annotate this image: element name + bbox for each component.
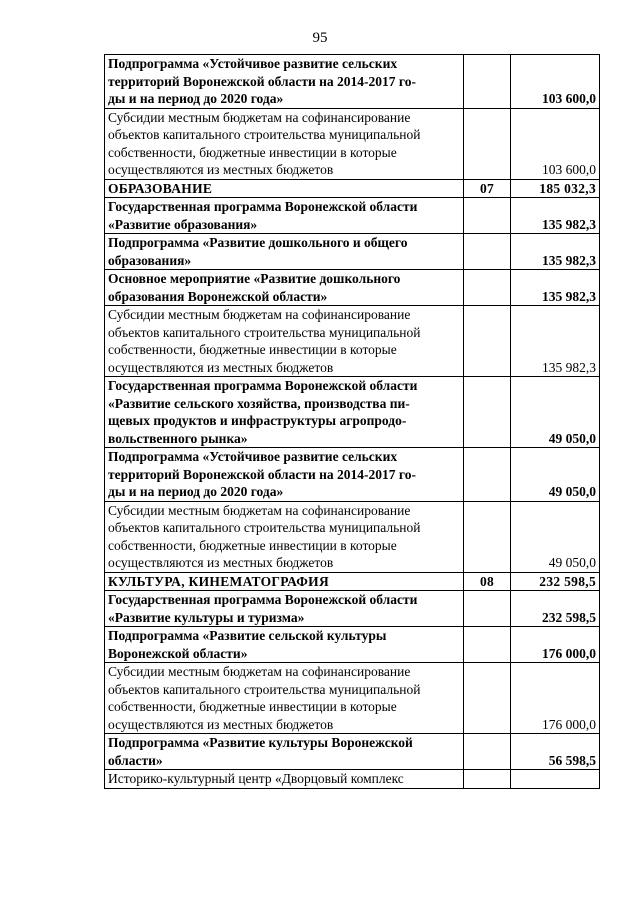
row-name-cell bbox=[105, 627, 464, 663]
table-row bbox=[105, 198, 600, 234]
page-number: 95 bbox=[312, 30, 328, 46]
row-sum-cell: 185 032,3 bbox=[511, 179, 600, 198]
row-sum-cell: 56 598,5 bbox=[511, 734, 600, 770]
row-name-line: осуществляются из местных бюджетов bbox=[108, 555, 334, 570]
row-sum-cell: 135 982,3 bbox=[511, 234, 600, 270]
row-name-line: ды и на период до 2020 года» bbox=[108, 484, 284, 499]
row-name-line: Субсидии местным бюджетам на софинансирование bbox=[108, 502, 411, 518]
budget-table bbox=[104, 54, 600, 789]
table-row bbox=[105, 270, 600, 306]
table-row bbox=[105, 377, 600, 448]
table-row bbox=[105, 55, 600, 109]
row-name-cell bbox=[105, 501, 464, 572]
row-name-cell bbox=[105, 770, 464, 789]
row-code-cell: 07 bbox=[464, 179, 511, 198]
row-sum-cell: 176 000,0 bbox=[511, 627, 600, 663]
budget-table-body bbox=[105, 55, 600, 789]
row-name-line: объектов капитального строительства муниципальной bbox=[108, 520, 421, 535]
row-name-line: образования Воронежской области» bbox=[108, 288, 328, 304]
row-code-cell bbox=[464, 108, 511, 179]
table-row bbox=[105, 627, 600, 663]
row-name-line: ОБРАЗОВАНИЕ bbox=[108, 180, 213, 196]
row-sum-cell: 103 600,0 bbox=[511, 108, 600, 179]
row-name-line: КУЛЬТУРА, КИНЕМАТОГРАФИЯ bbox=[108, 573, 330, 589]
row-name-line: области» bbox=[108, 752, 163, 768]
row-name-line: Подпрограмма «Устойчивое развитие сельских bbox=[108, 56, 398, 71]
row-sum-cell: 135 982,3 bbox=[511, 270, 600, 306]
row-name-line: Субсидии местным бюджетам на софинансирование bbox=[108, 307, 411, 322]
row-name-line: щевых продуктов и инфраструктуры агропродо- bbox=[108, 413, 407, 428]
row-name-line: собственности, бюджетные инвестиции в которые bbox=[108, 537, 397, 553]
table-row bbox=[105, 734, 600, 770]
row-name-line: образования» bbox=[108, 252, 192, 268]
row-sum-cell: 232 598,5 bbox=[511, 572, 600, 591]
row-sum-cell: 49 050,0 bbox=[511, 377, 600, 448]
table-row bbox=[105, 663, 600, 734]
row-code-cell bbox=[464, 591, 511, 627]
table-row bbox=[105, 591, 600, 627]
row-code-cell bbox=[464, 663, 511, 734]
row-name-cell bbox=[105, 448, 464, 502]
row-name-line: Подпрограмма «Развитие сельской культуры bbox=[108, 628, 387, 643]
row-name-line: Государственная программа Воронежской области bbox=[108, 199, 418, 214]
row-name-line: Воронежской области» bbox=[108, 645, 248, 661]
row-name-line: Подпрограмма «Развитие дошкольного и общего bbox=[108, 235, 408, 250]
row-sum-cell bbox=[511, 770, 600, 789]
row-name-line: «Развитие культуры и туризма» bbox=[108, 609, 305, 625]
row-code-cell bbox=[464, 734, 511, 770]
table-row bbox=[105, 234, 600, 270]
table-row bbox=[105, 448, 600, 502]
table-section-row bbox=[105, 179, 600, 198]
row-code-cell bbox=[464, 270, 511, 306]
table-section-row bbox=[105, 572, 600, 591]
row-name-cell bbox=[105, 591, 464, 627]
row-sum-cell: 135 982,3 bbox=[511, 306, 600, 377]
row-name-cell bbox=[105, 198, 464, 234]
row-name-line: Субсидии местным бюджетам на софинансирование bbox=[108, 664, 411, 679]
row-name-cell bbox=[105, 270, 464, 306]
row-name-line: Субсидии местным бюджетам на софинансирование bbox=[108, 109, 411, 125]
row-code-cell bbox=[464, 306, 511, 377]
row-code-cell bbox=[464, 448, 511, 502]
row-name-line: осуществляются из местных бюджетов bbox=[108, 359, 334, 375]
row-code-cell bbox=[464, 627, 511, 663]
row-name-line: Государственная программа Воронежской области bbox=[108, 378, 418, 393]
row-name-line: объектов капитального строительства муниципальной bbox=[108, 324, 421, 340]
row-name-line: Государственная программа Воронежской области bbox=[108, 592, 418, 607]
table-row bbox=[105, 108, 600, 179]
table-row bbox=[105, 306, 600, 377]
row-name-line: собственности, бюджетные инвестиции в которые bbox=[108, 342, 397, 357]
row-code-cell bbox=[464, 501, 511, 572]
row-code-cell bbox=[464, 770, 511, 789]
row-name-line: объектов капитального строительства муниципальной bbox=[108, 681, 421, 697]
row-name-line: Подпрограмма «Развитие культуры Воронежской bbox=[108, 735, 413, 750]
row-name-line: ды и на период до 2020 года» bbox=[108, 91, 284, 106]
table-row bbox=[105, 501, 600, 572]
row-sum-cell: 176 000,0 bbox=[511, 663, 600, 734]
row-name-line: собственности, бюджетные инвестиции в которые bbox=[108, 699, 397, 714]
row-name-cell bbox=[105, 179, 464, 198]
row-name-line: Историко-культурный центр «Дворцовый комплекс bbox=[108, 771, 404, 786]
row-name-line: Подпрограмма «Устойчивое развитие сельских bbox=[108, 449, 398, 464]
row-name-cell bbox=[105, 734, 464, 770]
row-sum-cell: 49 050,0 bbox=[511, 501, 600, 572]
row-name-cell bbox=[105, 234, 464, 270]
row-name-line: территорий Воронежской области на 2014-2017 го- bbox=[108, 466, 416, 482]
row-sum-cell: 103 600,0 bbox=[511, 55, 600, 109]
row-name-line: объектов капитального строительства муниципальной bbox=[108, 127, 421, 142]
row-name-cell bbox=[105, 306, 464, 377]
row-code-cell bbox=[464, 55, 511, 109]
row-name-line: «Развитие сельского хозяйства, производства пи- bbox=[108, 395, 410, 411]
row-name-line: собственности, бюджетные инвестиции в которые bbox=[108, 144, 397, 160]
row-name-line: Основное мероприятие «Развитие дошкольного bbox=[108, 271, 401, 286]
row-code-cell bbox=[464, 234, 511, 270]
row-name-cell bbox=[105, 572, 464, 591]
row-sum-cell: 49 050,0 bbox=[511, 448, 600, 502]
row-name-line: осуществляются из местных бюджетов bbox=[108, 162, 334, 177]
row-name-line: территорий Воронежской области на 2014-2017 го- bbox=[108, 73, 416, 89]
row-code-cell bbox=[464, 198, 511, 234]
row-name-cell bbox=[105, 55, 464, 109]
row-sum-cell: 135 982,3 bbox=[511, 198, 600, 234]
row-name-line: «Развитие образования» bbox=[108, 216, 258, 232]
row-name-cell bbox=[105, 663, 464, 734]
row-code-cell: 08 bbox=[464, 572, 511, 591]
row-name-cell bbox=[105, 377, 464, 448]
row-code-cell bbox=[464, 377, 511, 448]
row-name-line: вольственного рынка» bbox=[108, 430, 248, 446]
row-name-cell bbox=[105, 108, 464, 179]
row-name-line: осуществляются из местных бюджетов bbox=[108, 716, 334, 732]
table-row bbox=[105, 770, 600, 789]
row-sum-cell: 232 598,5 bbox=[511, 591, 600, 627]
